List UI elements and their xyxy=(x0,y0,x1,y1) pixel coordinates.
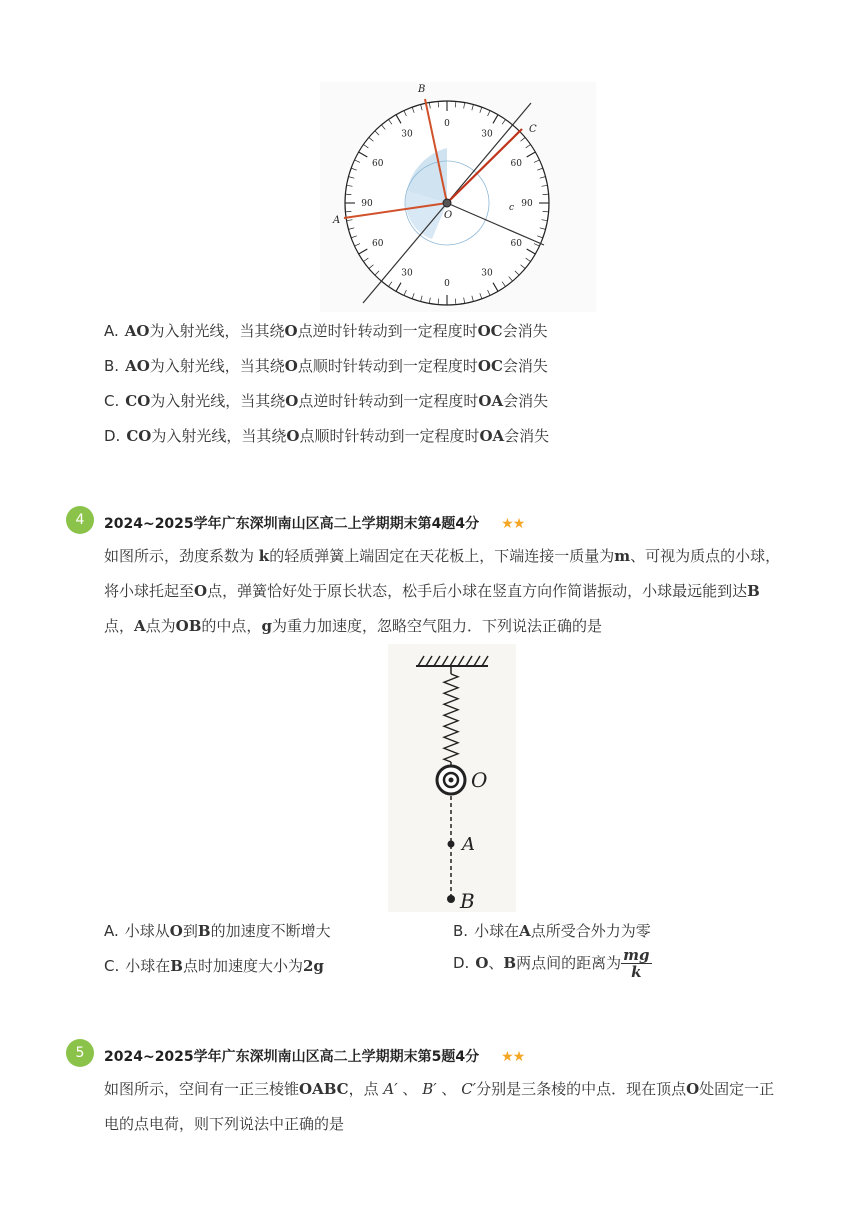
option-text: 小球从 xyxy=(124,922,170,940)
option-letter: D. xyxy=(104,427,121,445)
scale-number: 30 xyxy=(481,129,493,140)
q4-option-D[interactable] xyxy=(453,945,652,981)
scale-number: 90 xyxy=(361,199,373,209)
stem-text: 的中点， xyxy=(201,617,262,635)
question-number-5: 5 xyxy=(66,1039,94,1067)
stem-line-2: 电的点电荷，则下列说法中正确的是 xyxy=(104,1115,345,1133)
label-A: A xyxy=(333,215,341,226)
symbol-O: O xyxy=(194,582,208,600)
option-text: 点顺时针转动到一定程度时 xyxy=(299,427,480,445)
stem-line-1 xyxy=(104,1072,824,1107)
question-5-title: 2024~2025学年广东深圳南山区高二上学期期末第5题4分 xyxy=(104,1049,480,1065)
center-point xyxy=(443,199,451,207)
option-text: 为入射光线，当其绕 xyxy=(149,357,285,375)
stem-text: 处固定一正 xyxy=(699,1080,775,1098)
option-text: 点逆时针转动到一定程度时 xyxy=(297,322,478,340)
value-2g: 2g xyxy=(302,957,324,975)
option-letter: A. xyxy=(104,322,119,340)
ball-center xyxy=(449,778,454,783)
option-text: 会消失 xyxy=(503,392,549,410)
symbol-A-prime: A′ xyxy=(383,1080,398,1098)
symbol-A: A xyxy=(519,922,531,940)
question-4-header xyxy=(104,513,524,533)
refraction-figure xyxy=(320,82,596,312)
label-O: O xyxy=(444,210,453,221)
symbol-ray: OC xyxy=(477,357,503,375)
symbol-B: B xyxy=(747,582,760,600)
option-text: 为入射光线，当其绕 xyxy=(150,392,286,410)
option-text: 两点间的距离为 xyxy=(516,954,622,972)
symbol-k: k xyxy=(258,547,270,565)
stem-text: 为重力加速度，忽略空气阻力．下列说法正确的是 xyxy=(271,617,602,635)
scale-number: 30 xyxy=(401,129,413,140)
label-C: C xyxy=(529,124,537,135)
option-text: 到 xyxy=(182,922,198,940)
symbol-B: B xyxy=(197,922,211,940)
q4-option-C[interactable] xyxy=(104,955,324,976)
symbol-O: O xyxy=(285,392,299,410)
label-A: A xyxy=(462,834,475,855)
symbol-B: B xyxy=(170,957,183,975)
option-letter: C. xyxy=(104,392,120,410)
option-text: 点所受合外力为零 xyxy=(530,922,651,940)
label-B: B xyxy=(418,84,426,95)
stem-text: 点， xyxy=(104,617,135,635)
option-text: 点逆时针转动到一定程度时 xyxy=(298,392,479,410)
option-letter: A. xyxy=(104,922,119,940)
q3-option-B[interactable] xyxy=(104,355,548,376)
option-text: 的加速度不断增大 xyxy=(210,922,331,940)
stem-text: 点为 xyxy=(145,617,176,635)
question-number-4: 4 xyxy=(66,506,94,534)
option-text: 小球在 xyxy=(474,922,520,940)
spring-figure xyxy=(388,644,516,912)
difficulty-stars: ★★ xyxy=(501,516,525,532)
stem-line-3 xyxy=(104,609,804,644)
symbol-B-prime: B′ xyxy=(422,1080,437,1098)
symbol-B: B xyxy=(503,954,517,972)
option-letter: C. xyxy=(104,957,120,975)
symbol-OABC: OABC xyxy=(299,1080,349,1098)
symbol-ray: OA xyxy=(478,392,504,410)
fraction-numerator: mg xyxy=(623,946,650,964)
separator: 、 xyxy=(488,954,504,972)
stem-text: ，点 xyxy=(348,1080,384,1098)
q4-option-B[interactable] xyxy=(453,920,651,941)
point-B xyxy=(447,895,455,903)
q3-option-C[interactable] xyxy=(104,390,548,411)
option-letter: B. xyxy=(104,357,120,375)
separator: 、 xyxy=(436,1080,462,1098)
option-text: 为入射光线，当其绕 xyxy=(151,427,287,445)
scale-number: 30 xyxy=(401,268,413,279)
symbol-O: O xyxy=(284,322,298,340)
question-5-stem xyxy=(104,1072,824,1142)
q3-option-D[interactable] xyxy=(104,425,549,446)
fraction-denominator: k xyxy=(631,963,642,981)
symbol-ray: OA xyxy=(479,427,505,445)
option-letter: B. xyxy=(453,922,469,940)
scale-number: 60 xyxy=(371,239,384,249)
option-text: 会消失 xyxy=(502,357,548,375)
stem-text: 分别是三条棱的中点．现在顶点 xyxy=(476,1080,687,1098)
symbol-O: O xyxy=(475,954,489,972)
stem-line-1 xyxy=(104,539,804,574)
stem-text: 将小球托起至 xyxy=(104,582,195,600)
label-B: B xyxy=(460,889,475,912)
option-text: 会消失 xyxy=(504,427,550,445)
label-c: c xyxy=(509,203,515,213)
q4-option-A[interactable] xyxy=(104,920,331,941)
symbol-C-prime: C′ xyxy=(461,1080,477,1098)
symbol-m: m xyxy=(614,547,631,565)
scale-number: 0 xyxy=(444,279,450,289)
label-O: O xyxy=(471,768,488,792)
scale-number: 60 xyxy=(371,159,384,169)
point-A xyxy=(448,841,455,848)
stem-text: 点，弹簧恰好处于原长状态，松手后小球在竖直方向作简谐振动，小球最远能到达 xyxy=(207,582,748,600)
scale-number: 60 xyxy=(510,159,523,169)
symbol-ray: AO xyxy=(125,357,150,375)
symbol-O: O xyxy=(284,357,298,375)
symbol-ray: CO xyxy=(126,427,152,445)
option-letter: D. xyxy=(453,954,470,972)
scale-number: 90 xyxy=(521,199,533,209)
stem-text: 、可视为质点的小球， xyxy=(630,547,781,565)
symbol-O: O xyxy=(286,427,300,445)
scale-number: 0 xyxy=(444,119,450,129)
option-text: 点顺时针转动到一定程度时 xyxy=(297,357,478,375)
symbol-ray: OC xyxy=(477,322,503,340)
stem-text: 的轻质弹簧上端固定在天花板上，下端连接一质量为 xyxy=(269,547,615,565)
stem-text: 如图所示，空间有一正三棱锥 xyxy=(104,1080,300,1098)
symbol-OB: OB xyxy=(175,617,202,635)
option-text: 小球在 xyxy=(125,957,171,975)
question-4-title: 2024~2025学年广东深圳南山区高二上学期期末第4题4分 xyxy=(104,516,480,532)
symbol-g: g xyxy=(261,617,272,635)
spring-diagram xyxy=(388,644,516,912)
symbol-A: A xyxy=(134,617,146,635)
symbol-ray: AO xyxy=(124,322,150,340)
option-text: 点时加速度大小为 xyxy=(182,957,303,975)
question-4-stem xyxy=(104,539,804,644)
stem-text: 如图所示，劲度系数为 xyxy=(104,547,259,565)
separator: 、 xyxy=(397,1080,423,1098)
protractor-diagram xyxy=(320,82,596,312)
symbol-ray: CO xyxy=(125,392,151,410)
option-text: 会消失 xyxy=(502,322,548,340)
scale-number: 30 xyxy=(481,268,493,279)
stem-line-2 xyxy=(104,574,804,609)
question-5-header xyxy=(104,1046,524,1066)
difficulty-stars: ★★ xyxy=(501,1049,525,1065)
symbol-O: O xyxy=(169,922,183,940)
symbol-O: O xyxy=(686,1080,700,1098)
scale-number: 60 xyxy=(510,239,523,249)
option-text: 为入射光线，当其绕 xyxy=(149,322,285,340)
fraction-mg-over-k xyxy=(621,947,651,980)
q3-option-A[interactable] xyxy=(104,320,548,341)
